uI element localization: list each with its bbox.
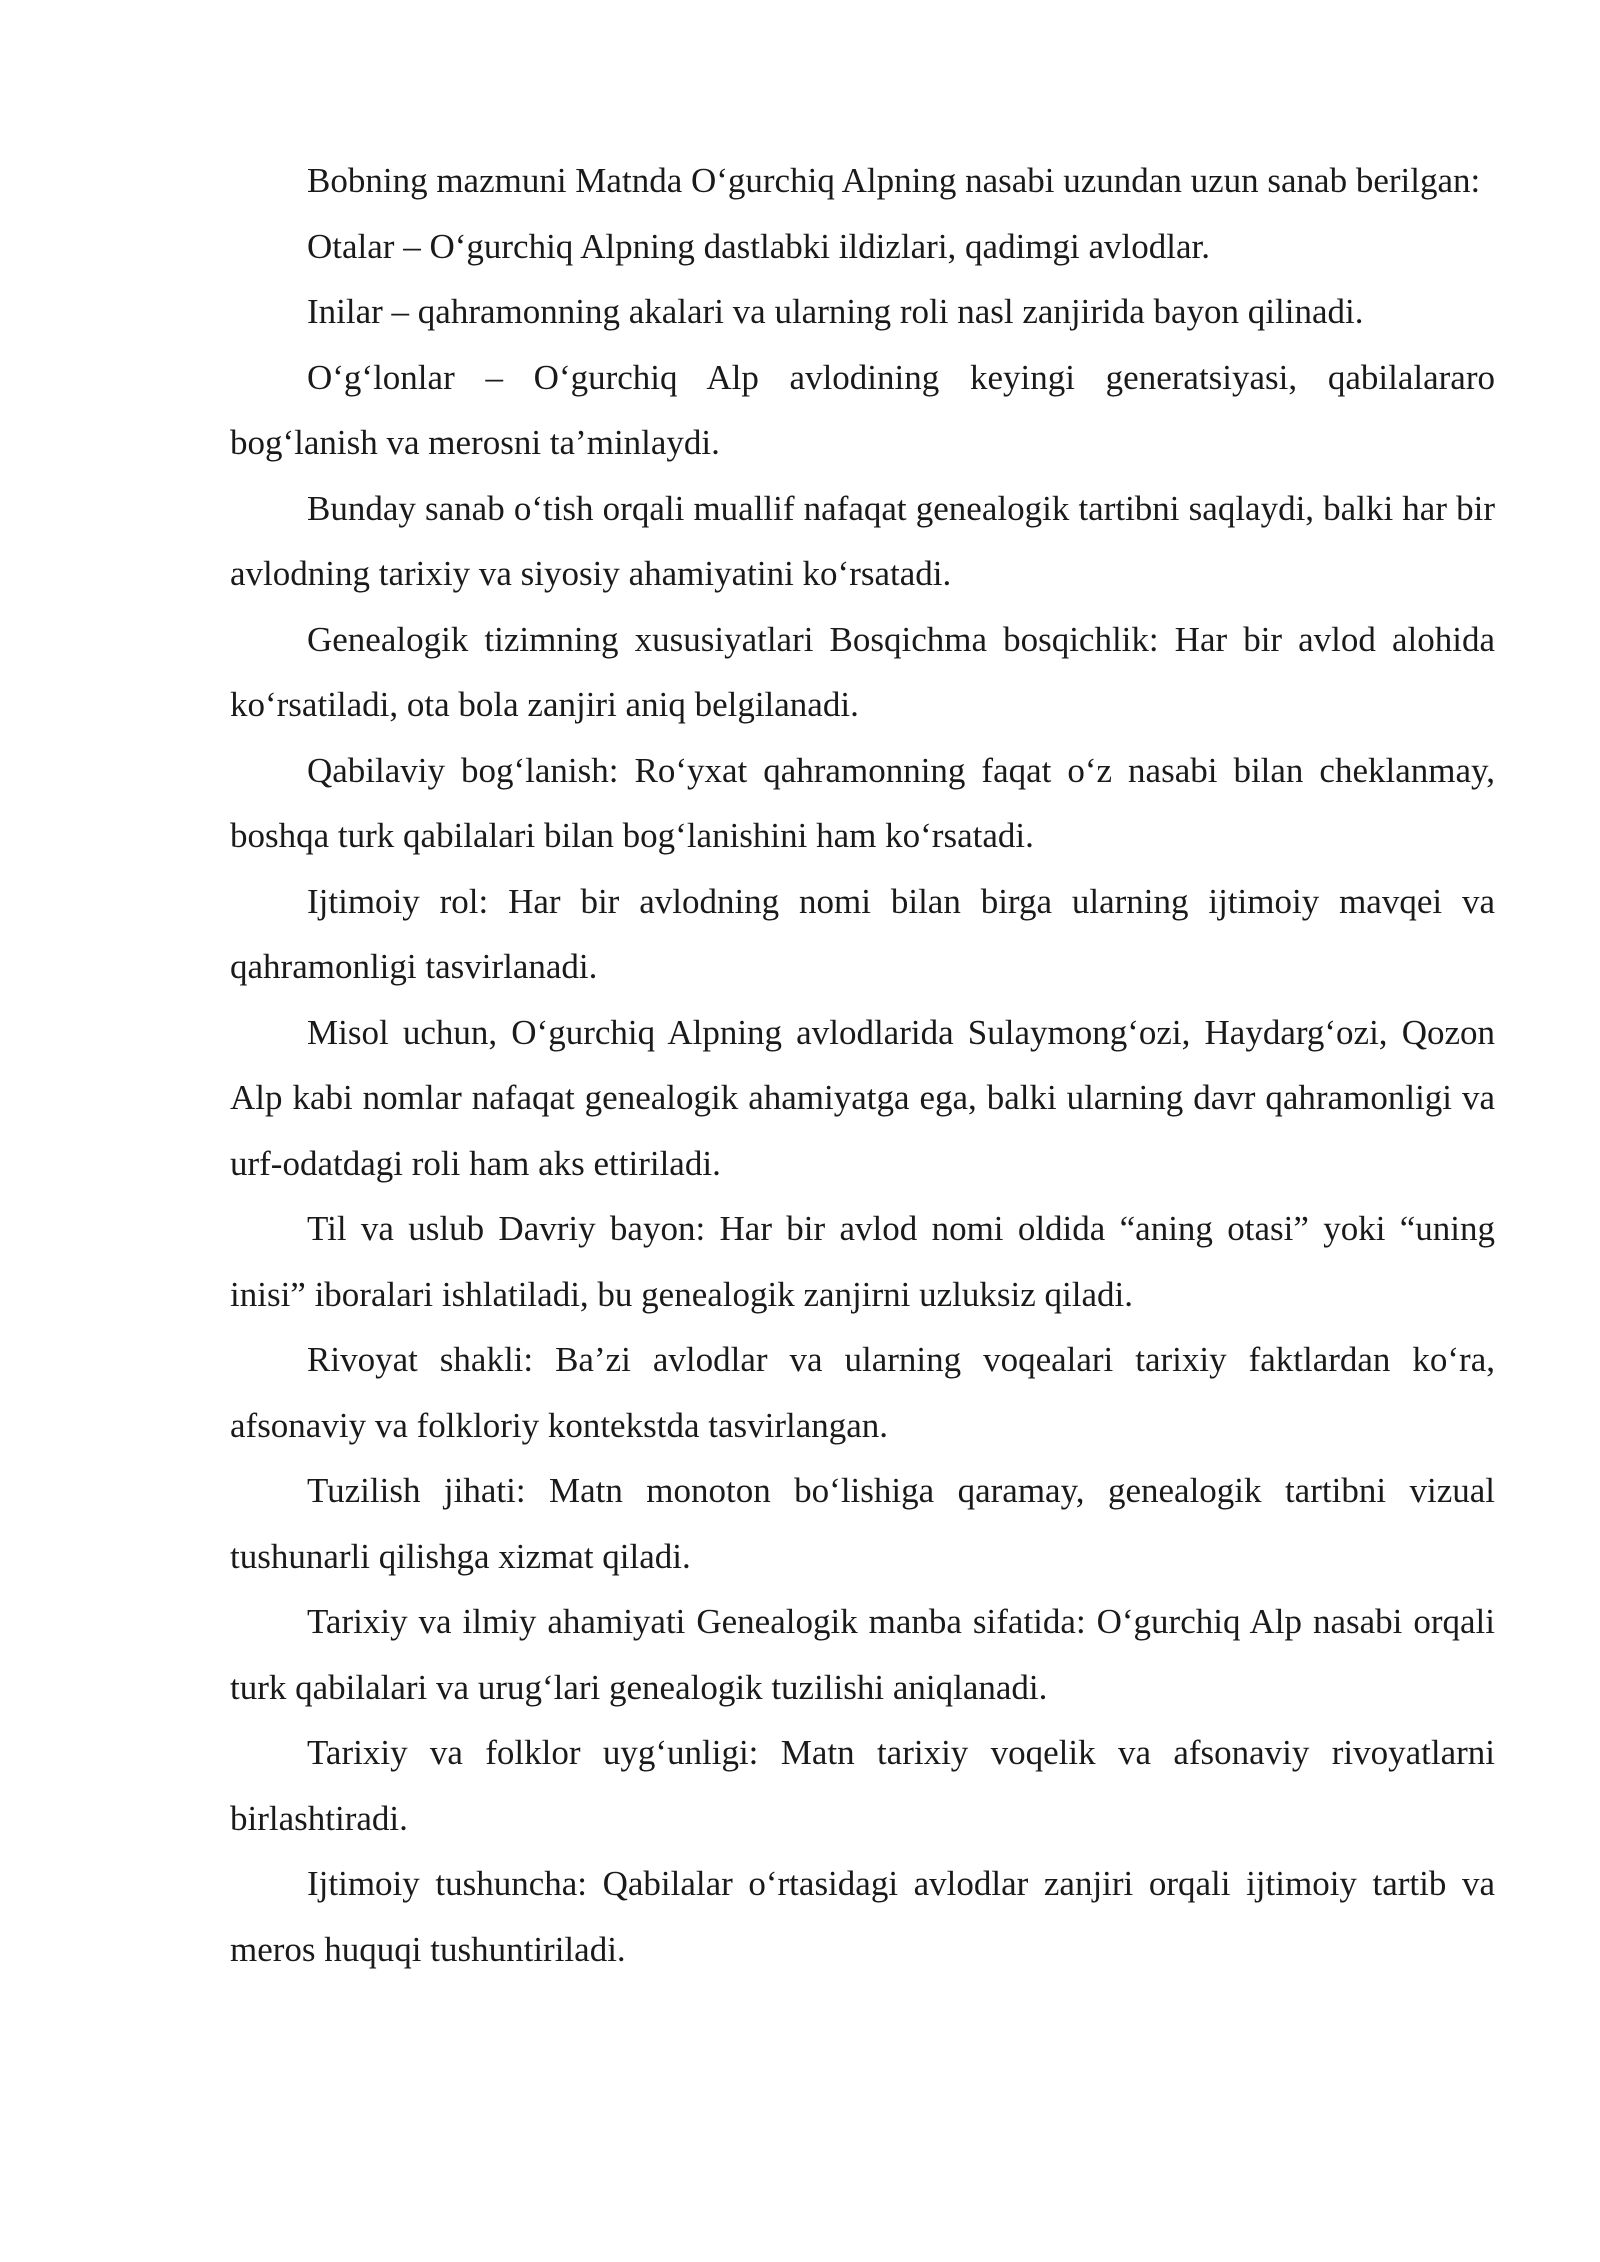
paragraph: Misol uchun, O‘gurchiq Alpning avlodlarida Sulaymong‘ozi, Haydarg‘ozi, Qozon Alp kabi nomlar nafaqat genealogik ahamiyatga ega, balki ularning davr qahramonligi va urf-odatdagi roli ham aks ettiriladi.: [230, 1012, 1495, 1183]
paragraph: Qabilaviy bog‘lanish: Ro‘yxat qahramonning faqat o‘z nasabi bilan cheklanmay, boshqa turk qabilalari bilan bog‘lanishini ham ko‘rsatadi.: [230, 750, 1495, 855]
paragraph: Til va uslub Davriy bayon: Har bir avlod nomi oldida “aning otasi” yoki “uning inisi” iboralari ishlatiladi, bu genealogik zanjirni uzluksiz qiladi.: [230, 1209, 1495, 1314]
paragraph: Otalar – O‘gurchiq Alpning dastlabki ildizlari, qadimgi avlodlar.: [307, 226, 1210, 266]
paragraph: Genealogik tizimning xususiyatlari Bosqichma bosqichlik: Har bir avlod alohida ko‘rsatiladi, ota bola zanjiri aniq belgilanadi.: [230, 619, 1495, 724]
paragraph: Tarixiy va folklor uyg‘unligi: Matn tarixiy voqelik va afsonaviy rivoyatlarni birlashtiradi.: [230, 1733, 1495, 1838]
paragraph: Tarixiy va ilmiy ahamiyati Genealogik manba sifatida: O‘gurchiq Alp nasabi orqali turk qabilalari va urug‘lari genealogik tuzilishi aniqlanadi.: [230, 1602, 1495, 1707]
document-body: [230, 148, 1495, 1982]
paragraph: Bunday sanab o‘tish orqali muallif nafaqat genealogik tartibni saqlaydi, balki har bir avlodning tarixiy va siyosiy ahamiyatini ko‘rsatadi.: [230, 488, 1495, 593]
paragraph: Ijtimoiy tushuncha: Qabilalar o‘rtasidagi avlodlar zanjiri orqali ijtimoiy tartib va meros huquqi tushuntiriladi.: [230, 1864, 1495, 1969]
paragraph: Tuzilish jihati: Matn monoton bo‘lishiga qaramay, genealogik tartibni vizual tushunarli qilishga xizmat qiladi.: [230, 1471, 1495, 1576]
paragraph: Ijtimoiy rol: Har bir avlodning nomi bilan birga ularning ijtimoiy mavqei va qahramonligi tasvirlanadi.: [230, 881, 1495, 986]
paragraph: Inilar – qahramonning akalari va ularning roli nasl zanjirida bayon qilinadi.: [307, 292, 1364, 331]
paragraph: Bobning mazmuni Matnda O‘gurchiq Alpning nasabi uzundan uzun sanab berilgan:: [307, 161, 1481, 200]
paragraph: Rivoyat shakli: Ba’zi avlodlar va ularning voqealari tarixiy faktlardan ko‘ra, afsonaviy va folkloriy kontekstda tasvirlangan.: [230, 1340, 1495, 1445]
paragraph: O‘g‘lonlar – O‘gurchiq Alp avlodining keyingi generatsiyasi, qabilalararo bog‘lanish va merosni ta’minlaydi.: [230, 357, 1495, 462]
